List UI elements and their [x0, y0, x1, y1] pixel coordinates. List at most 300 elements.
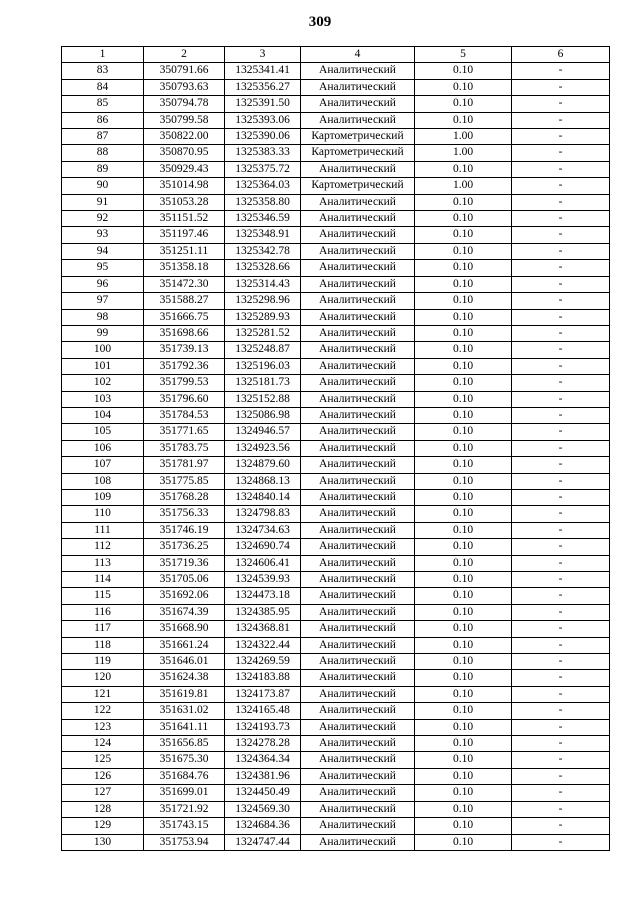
table-row [62, 572, 610, 588]
accuracy-cell: 1.00 [415, 178, 512, 194]
point-number-cell: 123 [62, 719, 144, 735]
y-coordinate-cell: 1325281.52 [225, 325, 301, 341]
x-coordinate-cell: 350799.58 [144, 112, 225, 128]
y-coordinate-cell: 1324278.28 [225, 736, 301, 752]
note-cell: - [512, 342, 610, 358]
point-number-cell: 101 [62, 358, 144, 374]
table-row [62, 276, 610, 292]
method-cell: Аналитический [301, 719, 415, 735]
y-coordinate-cell: 1325390.06 [225, 129, 301, 145]
y-coordinate-cell: 1324569.30 [225, 801, 301, 817]
y-coordinate-cell: 1324364.34 [225, 752, 301, 768]
table-row [62, 293, 610, 309]
table-row [62, 457, 610, 473]
point-number-cell: 85 [62, 96, 144, 112]
method-cell: Аналитический [301, 801, 415, 817]
x-coordinate-cell: 351358.18 [144, 260, 225, 276]
note-cell: - [512, 243, 610, 259]
y-coordinate-cell: 1324368.81 [225, 621, 301, 637]
x-coordinate-cell: 351661.24 [144, 637, 225, 653]
point-number-cell: 117 [62, 621, 144, 637]
method-cell: Аналитический [301, 424, 415, 440]
table-row [62, 588, 610, 604]
y-coordinate-cell: 1325328.66 [225, 260, 301, 276]
point-number-cell: 113 [62, 555, 144, 571]
y-coordinate-cell: 1324946.57 [225, 424, 301, 440]
method-cell: Аналитический [301, 407, 415, 423]
y-coordinate-cell: 1324923.56 [225, 440, 301, 456]
note-cell: - [512, 654, 610, 670]
point-number-cell: 116 [62, 604, 144, 620]
method-cell: Картометрический [301, 129, 415, 145]
point-number-cell: 89 [62, 161, 144, 177]
accuracy-cell: 0.10 [415, 276, 512, 292]
x-coordinate-cell: 351656.85 [144, 736, 225, 752]
y-coordinate-cell: 1325391.50 [225, 96, 301, 112]
method-cell: Аналитический [301, 686, 415, 702]
accuracy-cell: 0.10 [415, 572, 512, 588]
coordinates-table [61, 46, 610, 851]
column-header: 3 [225, 47, 301, 63]
note-cell: - [512, 473, 610, 489]
note-cell: - [512, 506, 610, 522]
x-coordinate-cell: 351646.01 [144, 654, 225, 670]
table-row [62, 621, 610, 637]
accuracy-cell: 0.10 [415, 194, 512, 210]
x-coordinate-cell: 351768.28 [144, 489, 225, 505]
table-row [62, 654, 610, 670]
x-coordinate-cell: 351739.13 [144, 342, 225, 358]
note-cell: - [512, 522, 610, 538]
point-number-cell: 92 [62, 211, 144, 227]
table-row [62, 342, 610, 358]
accuracy-cell: 0.10 [415, 604, 512, 620]
y-coordinate-cell: 1325375.72 [225, 161, 301, 177]
note-cell: - [512, 96, 610, 112]
x-coordinate-cell: 350791.66 [144, 63, 225, 79]
table-row [62, 145, 610, 161]
y-coordinate-cell: 1324193.73 [225, 719, 301, 735]
table-body [62, 63, 610, 851]
accuracy-cell: 0.10 [415, 325, 512, 341]
point-number-cell: 130 [62, 834, 144, 850]
x-coordinate-cell: 351698.66 [144, 325, 225, 341]
point-number-cell: 90 [62, 178, 144, 194]
table-row [62, 407, 610, 423]
table-row [62, 506, 610, 522]
point-number-cell: 107 [62, 457, 144, 473]
note-cell: - [512, 63, 610, 79]
table-row [62, 752, 610, 768]
table-row [62, 358, 610, 374]
point-number-cell: 88 [62, 145, 144, 161]
note-cell: - [512, 736, 610, 752]
note-cell: - [512, 686, 610, 702]
table-row [62, 194, 610, 210]
y-coordinate-cell: 1324747.44 [225, 834, 301, 850]
method-cell: Аналитический [301, 489, 415, 505]
y-coordinate-cell: 1324734.63 [225, 522, 301, 538]
point-number-cell: 93 [62, 227, 144, 243]
table-row [62, 391, 610, 407]
y-coordinate-cell: 1325341.41 [225, 63, 301, 79]
note-cell: - [512, 572, 610, 588]
y-coordinate-cell: 1324840.14 [225, 489, 301, 505]
table-row [62, 161, 610, 177]
point-number-cell: 108 [62, 473, 144, 489]
accuracy-cell: 0.10 [415, 801, 512, 817]
y-coordinate-cell: 1324381.96 [225, 768, 301, 784]
method-cell: Аналитический [301, 391, 415, 407]
y-coordinate-cell: 1324269.59 [225, 654, 301, 670]
method-cell: Аналитический [301, 703, 415, 719]
method-cell: Аналитический [301, 96, 415, 112]
method-cell: Аналитический [301, 112, 415, 128]
note-cell: - [512, 79, 610, 95]
y-coordinate-cell: 1325314.43 [225, 276, 301, 292]
y-coordinate-cell: 1324879.60 [225, 457, 301, 473]
point-number-cell: 129 [62, 818, 144, 834]
x-coordinate-cell: 351705.06 [144, 572, 225, 588]
x-coordinate-cell: 351721.92 [144, 801, 225, 817]
page-number: 309 [308, 14, 332, 30]
point-number-cell: 95 [62, 260, 144, 276]
y-coordinate-cell: 1325393.06 [225, 112, 301, 128]
table-row [62, 96, 610, 112]
accuracy-cell: 0.10 [415, 293, 512, 309]
method-cell: Аналитический [301, 522, 415, 538]
note-cell: - [512, 375, 610, 391]
y-coordinate-cell: 1325181.73 [225, 375, 301, 391]
note-cell: - [512, 194, 610, 210]
accuracy-cell: 0.10 [415, 391, 512, 407]
x-coordinate-cell: 351746.19 [144, 522, 225, 538]
accuracy-cell: 0.10 [415, 818, 512, 834]
x-coordinate-cell: 350794.78 [144, 96, 225, 112]
point-number-cell: 127 [62, 785, 144, 801]
method-cell: Аналитический [301, 211, 415, 227]
x-coordinate-cell: 351736.25 [144, 539, 225, 555]
y-coordinate-cell: 1325358.80 [225, 194, 301, 210]
accuracy-cell: 0.10 [415, 621, 512, 637]
accuracy-cell: 0.10 [415, 260, 512, 276]
method-cell: Аналитический [301, 457, 415, 473]
note-cell: - [512, 818, 610, 834]
accuracy-cell: 0.10 [415, 752, 512, 768]
x-coordinate-cell: 351624.38 [144, 670, 225, 686]
method-cell: Аналитический [301, 555, 415, 571]
note-cell: - [512, 752, 610, 768]
table-row [62, 227, 610, 243]
note-cell: - [512, 440, 610, 456]
accuracy-cell: 0.10 [415, 719, 512, 735]
method-cell: Аналитический [301, 818, 415, 834]
accuracy-cell: 0.10 [415, 161, 512, 177]
y-coordinate-cell: 1325342.78 [225, 243, 301, 259]
x-coordinate-cell: 351674.39 [144, 604, 225, 620]
accuracy-cell: 0.10 [415, 309, 512, 325]
x-coordinate-cell: 351719.36 [144, 555, 225, 571]
point-number-cell: 112 [62, 539, 144, 555]
accuracy-cell: 1.00 [415, 145, 512, 161]
note-cell: - [512, 555, 610, 571]
point-number-cell: 122 [62, 703, 144, 719]
method-cell: Аналитический [301, 79, 415, 95]
point-number-cell: 124 [62, 736, 144, 752]
point-number-cell: 105 [62, 424, 144, 440]
point-number-cell: 100 [62, 342, 144, 358]
method-cell: Аналитический [301, 670, 415, 686]
y-coordinate-cell: 1325196.03 [225, 358, 301, 374]
accuracy-cell: 0.10 [415, 358, 512, 374]
method-cell: Аналитический [301, 325, 415, 341]
table-row [62, 801, 610, 817]
table-row [62, 670, 610, 686]
table-row [62, 719, 610, 735]
x-coordinate-cell: 351472.30 [144, 276, 225, 292]
note-cell: - [512, 211, 610, 227]
note-cell: - [512, 768, 610, 784]
note-cell: - [512, 407, 610, 423]
y-coordinate-cell: 1324322.44 [225, 637, 301, 653]
x-coordinate-cell: 351675.30 [144, 752, 225, 768]
y-coordinate-cell: 1324165.48 [225, 703, 301, 719]
note-cell: - [512, 834, 610, 850]
note-cell: - [512, 604, 610, 620]
y-coordinate-cell: 1324868.13 [225, 473, 301, 489]
method-cell: Аналитический [301, 161, 415, 177]
accuracy-cell: 0.10 [415, 834, 512, 850]
accuracy-cell: 0.10 [415, 686, 512, 702]
table-row [62, 703, 610, 719]
note-cell: - [512, 670, 610, 686]
accuracy-cell: 0.10 [415, 407, 512, 423]
accuracy-cell: 0.10 [415, 342, 512, 358]
note-cell: - [512, 785, 610, 801]
table-row [62, 440, 610, 456]
y-coordinate-cell: 1325298.96 [225, 293, 301, 309]
y-coordinate-cell: 1324450.49 [225, 785, 301, 801]
note-cell: - [512, 457, 610, 473]
x-coordinate-cell: 351631.02 [144, 703, 225, 719]
point-number-cell: 83 [62, 63, 144, 79]
method-cell: Аналитический [301, 309, 415, 325]
table-row [62, 375, 610, 391]
accuracy-cell: 0.10 [415, 588, 512, 604]
accuracy-cell: 0.10 [415, 227, 512, 243]
x-coordinate-cell: 351197.46 [144, 227, 225, 243]
x-coordinate-cell: 351684.76 [144, 768, 225, 784]
accuracy-cell: 0.10 [415, 79, 512, 95]
method-cell: Аналитический [301, 276, 415, 292]
method-cell: Аналитический [301, 768, 415, 784]
accuracy-cell: 0.10 [415, 473, 512, 489]
x-coordinate-cell: 351053.28 [144, 194, 225, 210]
note-cell: - [512, 276, 610, 292]
method-cell: Аналитический [301, 752, 415, 768]
point-number-cell: 118 [62, 637, 144, 653]
point-number-cell: 120 [62, 670, 144, 686]
point-number-cell: 119 [62, 654, 144, 670]
note-cell: - [512, 637, 610, 653]
point-number-cell: 91 [62, 194, 144, 210]
point-number-cell: 111 [62, 522, 144, 538]
y-coordinate-cell: 1325086.98 [225, 407, 301, 423]
point-number-cell: 103 [62, 391, 144, 407]
point-number-cell: 86 [62, 112, 144, 128]
accuracy-cell: 0.10 [415, 457, 512, 473]
table-row [62, 325, 610, 341]
table-row [62, 555, 610, 571]
table-row [62, 686, 610, 702]
table-row [62, 736, 610, 752]
point-number-cell: 94 [62, 243, 144, 259]
y-coordinate-cell: 1324539.93 [225, 572, 301, 588]
accuracy-cell: 0.10 [415, 243, 512, 259]
y-coordinate-cell: 1325248.87 [225, 342, 301, 358]
note-cell: - [512, 112, 610, 128]
table-row [62, 473, 610, 489]
table-row [62, 768, 610, 784]
accuracy-cell: 0.10 [415, 654, 512, 670]
point-number-cell: 106 [62, 440, 144, 456]
column-header: 6 [512, 47, 610, 63]
x-coordinate-cell: 351784.53 [144, 407, 225, 423]
accuracy-cell: 1.00 [415, 129, 512, 145]
accuracy-cell: 0.10 [415, 440, 512, 456]
method-cell: Аналитический [301, 63, 415, 79]
y-coordinate-cell: 1324606.41 [225, 555, 301, 571]
method-cell: Аналитический [301, 440, 415, 456]
point-number-cell: 87 [62, 129, 144, 145]
y-coordinate-cell: 1325348.91 [225, 227, 301, 243]
column-header: 2 [144, 47, 225, 63]
note-cell: - [512, 719, 610, 735]
method-cell: Аналитический [301, 260, 415, 276]
accuracy-cell: 0.10 [415, 506, 512, 522]
x-coordinate-cell: 351251.11 [144, 243, 225, 259]
x-coordinate-cell: 351792.36 [144, 358, 225, 374]
x-coordinate-cell: 351641.11 [144, 719, 225, 735]
y-coordinate-cell: 1324183.88 [225, 670, 301, 686]
y-coordinate-cell: 1324473.18 [225, 588, 301, 604]
table-row [62, 63, 610, 79]
point-number-cell: 115 [62, 588, 144, 604]
point-number-cell: 102 [62, 375, 144, 391]
x-coordinate-cell: 351756.33 [144, 506, 225, 522]
column-header: 4 [301, 47, 415, 63]
note-cell: - [512, 588, 610, 604]
accuracy-cell: 0.10 [415, 703, 512, 719]
point-number-cell: 109 [62, 489, 144, 505]
x-coordinate-cell: 351775.85 [144, 473, 225, 489]
accuracy-cell: 0.10 [415, 96, 512, 112]
x-coordinate-cell: 351799.53 [144, 375, 225, 391]
note-cell: - [512, 161, 610, 177]
method-cell: Аналитический [301, 473, 415, 489]
x-coordinate-cell: 351588.27 [144, 293, 225, 309]
point-number-cell: 128 [62, 801, 144, 817]
note-cell: - [512, 145, 610, 161]
x-coordinate-cell: 351771.65 [144, 424, 225, 440]
x-coordinate-cell: 351783.75 [144, 440, 225, 456]
accuracy-cell: 0.10 [415, 539, 512, 555]
note-cell: - [512, 260, 610, 276]
method-cell: Аналитический [301, 621, 415, 637]
x-coordinate-cell: 351666.75 [144, 309, 225, 325]
accuracy-cell: 0.10 [415, 736, 512, 752]
table-row [62, 424, 610, 440]
y-coordinate-cell: 1325152.88 [225, 391, 301, 407]
y-coordinate-cell: 1324798.83 [225, 506, 301, 522]
x-coordinate-cell: 351151.52 [144, 211, 225, 227]
x-coordinate-cell: 351692.06 [144, 588, 225, 604]
y-coordinate-cell: 1324684.36 [225, 818, 301, 834]
method-cell: Картометрический [301, 145, 415, 161]
point-number-cell: 121 [62, 686, 144, 702]
x-coordinate-cell: 351014.98 [144, 178, 225, 194]
table-row [62, 522, 610, 538]
note-cell: - [512, 293, 610, 309]
table-row [62, 785, 610, 801]
y-coordinate-cell: 1325346.59 [225, 211, 301, 227]
accuracy-cell: 0.10 [415, 670, 512, 686]
method-cell: Аналитический [301, 227, 415, 243]
accuracy-cell: 0.10 [415, 637, 512, 653]
table-row [62, 79, 610, 95]
point-number-cell: 104 [62, 407, 144, 423]
point-number-cell: 125 [62, 752, 144, 768]
table-row [62, 489, 610, 505]
header-row [62, 47, 610, 63]
y-coordinate-cell: 1325383.33 [225, 145, 301, 161]
method-cell: Аналитический [301, 588, 415, 604]
table-row [62, 211, 610, 227]
x-coordinate-cell: 351781.97 [144, 457, 225, 473]
method-cell: Аналитический [301, 604, 415, 620]
accuracy-cell: 0.10 [415, 768, 512, 784]
x-coordinate-cell: 350822.00 [144, 129, 225, 145]
note-cell: - [512, 309, 610, 325]
method-cell: Аналитический [301, 506, 415, 522]
accuracy-cell: 0.10 [415, 112, 512, 128]
point-number-cell: 126 [62, 768, 144, 784]
method-cell: Аналитический [301, 539, 415, 555]
y-coordinate-cell: 1324385.95 [225, 604, 301, 620]
accuracy-cell: 0.10 [415, 555, 512, 571]
y-coordinate-cell: 1324690.74 [225, 539, 301, 555]
note-cell: - [512, 227, 610, 243]
point-number-cell: 110 [62, 506, 144, 522]
accuracy-cell: 0.10 [415, 375, 512, 391]
method-cell: Аналитический [301, 342, 415, 358]
method-cell: Аналитический [301, 194, 415, 210]
table-row [62, 834, 610, 850]
point-number-cell: 99 [62, 325, 144, 341]
x-coordinate-cell: 351668.90 [144, 621, 225, 637]
note-cell: - [512, 703, 610, 719]
y-coordinate-cell: 1325356.27 [225, 79, 301, 95]
y-coordinate-cell: 1325364.03 [225, 178, 301, 194]
note-cell: - [512, 391, 610, 407]
method-cell: Аналитический [301, 293, 415, 309]
accuracy-cell: 0.10 [415, 424, 512, 440]
y-coordinate-cell: 1324173.87 [225, 686, 301, 702]
method-cell: Аналитический [301, 572, 415, 588]
note-cell: - [512, 325, 610, 341]
accuracy-cell: 0.10 [415, 522, 512, 538]
accuracy-cell: 0.10 [415, 489, 512, 505]
